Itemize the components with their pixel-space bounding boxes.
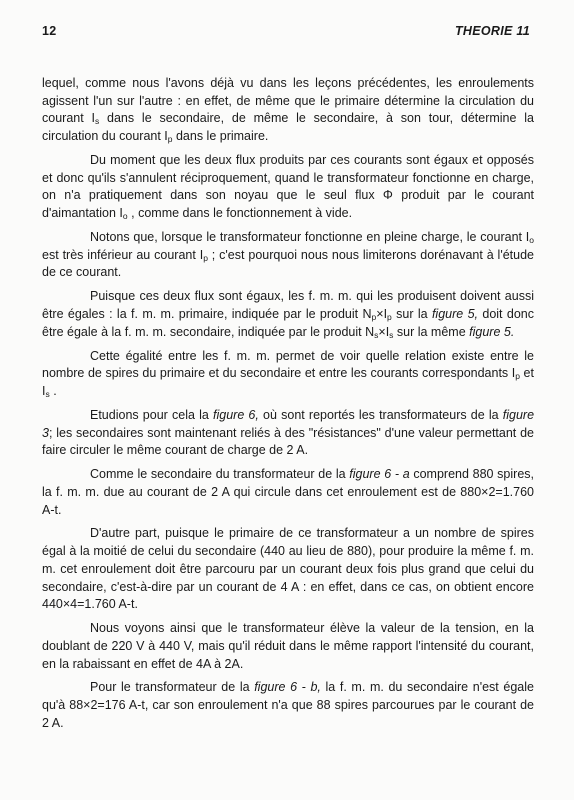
text-run: Du moment que les deux flux produits par ces courants sont égaux et opposés et donc qu'ils s'annulent réciproquement, quand le transformateur fonctionne en charge, on n'a pratiquement dans son noyau que le seul flux Φ produit par le courant d'aimantation I	[42, 153, 534, 221]
text-run: dans le secondaire, de même le secondaire, à son tour, détermine la circulation du courant I	[42, 111, 534, 144]
paragraph-5	[42, 348, 534, 401]
figure-reference: figure 3	[42, 407, 535, 440]
text-run: sur la	[391, 307, 432, 321]
text-run: , comme dans le fonctionnement à vide.	[127, 206, 353, 221]
subscript: s	[389, 329, 394, 340]
paragraph-10	[42, 679, 534, 732]
figure-reference: figure 6 - b,	[254, 680, 321, 695]
paragraph-7	[42, 466, 534, 519]
text-run: la f. m. m. du secondaire n'est égale qu'à 88×2=176 A-t, car son enroulement n'a que 88 spires parcourues par le courant de 2 A.	[42, 680, 534, 730]
subscript: s	[45, 389, 50, 399]
body-text	[42, 75, 534, 739]
text-run: Comme le secondaire du transformateur de la	[90, 467, 350, 482]
subscript: p	[387, 312, 392, 322]
text-run: doit donc être égale à la f. m. m. secondaire, indiquée par le produit N	[42, 307, 534, 339]
text-run: Pour le transformateur de la	[90, 680, 255, 695]
text-run: dans le primaire.	[172, 129, 269, 144]
subscript: p	[515, 371, 520, 382]
text-run: Puisque ces deux flux sont égaux, les f. m. m. qui les produisent doivent aussi être égales : la f. m. m. primaire, indiquée par le produit N	[42, 289, 534, 321]
text-run: D'autre part, puisque le primaire de ce transformateur a un nombre de spires égal à la moitié de celui du secondaire (440 au lieu de 880), pour produire la même f. m. m. cet enroulement doit être parcouru par un courant deux fois plus grand que celui du secondaire, c'est-à-dire par un courant de 4 A : en effet, dans ce cas, on obtient encore 440×4=1.760 A-t.	[42, 526, 534, 612]
subscript: p	[371, 312, 377, 322]
paragraph-6	[42, 407, 534, 460]
running-title: THEORIE 11	[454, 24, 530, 38]
paragraph-1	[42, 75, 534, 146]
paragraph-3	[42, 229, 534, 282]
figure-reference: figure 5.	[469, 324, 515, 339]
text-run: et I	[42, 366, 534, 398]
subscript: p	[203, 252, 208, 263]
page-number: 12	[42, 24, 57, 38]
subscript: s	[94, 116, 100, 127]
figure-reference: figure 5,	[431, 307, 479, 321]
text-run: lequel, comme nous l'avons déjà vu dans les leçons précédentes, les enroulements agissent l'un sur l'autre : en effet, de même que le primaire détermine la circulation du courant I	[42, 76, 534, 126]
subscript: o	[122, 211, 128, 222]
text-run: ; les secondaires sont maintenant reliés à des "résistances" d'une valeur permettant de faire circuler le même courant de charge de 2 A.	[42, 425, 534, 458]
text-run: comprend 880 spires, la f. m. m. due au courant de 2 A qui circule dans cet enroulement est de 880×2=1.760 A-t.	[42, 467, 534, 517]
subscript: s	[374, 329, 379, 340]
figure-reference: figure 6,	[213, 407, 259, 422]
subscript: p	[167, 134, 173, 145]
text-run: Cette égalité entre les f. m. m. permet de voir quelle relation existe entre le nombre de spires du primaire et du secondaire et entre les courants correspondants I	[42, 348, 534, 381]
text-run: est très inférieur au courant I	[42, 247, 204, 262]
subscript: o	[529, 235, 534, 245]
text-run: Notons que, lorsque le transformateur fonctionne en pleine charge, le courant I	[90, 230, 530, 244]
paragraph-2	[42, 152, 534, 223]
text-run: Nous voyons ainsi que le transformateur élève la valeur de la tension, en la doublant de 220 V à 440 V, mais qu'il réduit dans le même rapport l'intensité du courant, en la rabaissant en effet de 4A à 2A.	[42, 621, 534, 671]
text-run: ; c'est pourquoi nous nous limiterons dorénavant à l'étude de ce courant.	[42, 247, 534, 280]
page-header	[42, 24, 530, 38]
text-run: Etudions pour cela la	[90, 407, 213, 422]
text-run: où sont reportés les transformateurs de la	[258, 407, 503, 422]
text-run: ×I	[378, 324, 390, 339]
text-run: .	[49, 384, 57, 398]
paragraph-8	[42, 525, 534, 614]
text-run: sur la même	[393, 324, 470, 339]
text-run: ×I	[376, 307, 388, 321]
paragraph-4	[42, 288, 534, 341]
figure-reference: figure 6 - a	[349, 467, 410, 482]
paragraph-9	[42, 620, 534, 673]
